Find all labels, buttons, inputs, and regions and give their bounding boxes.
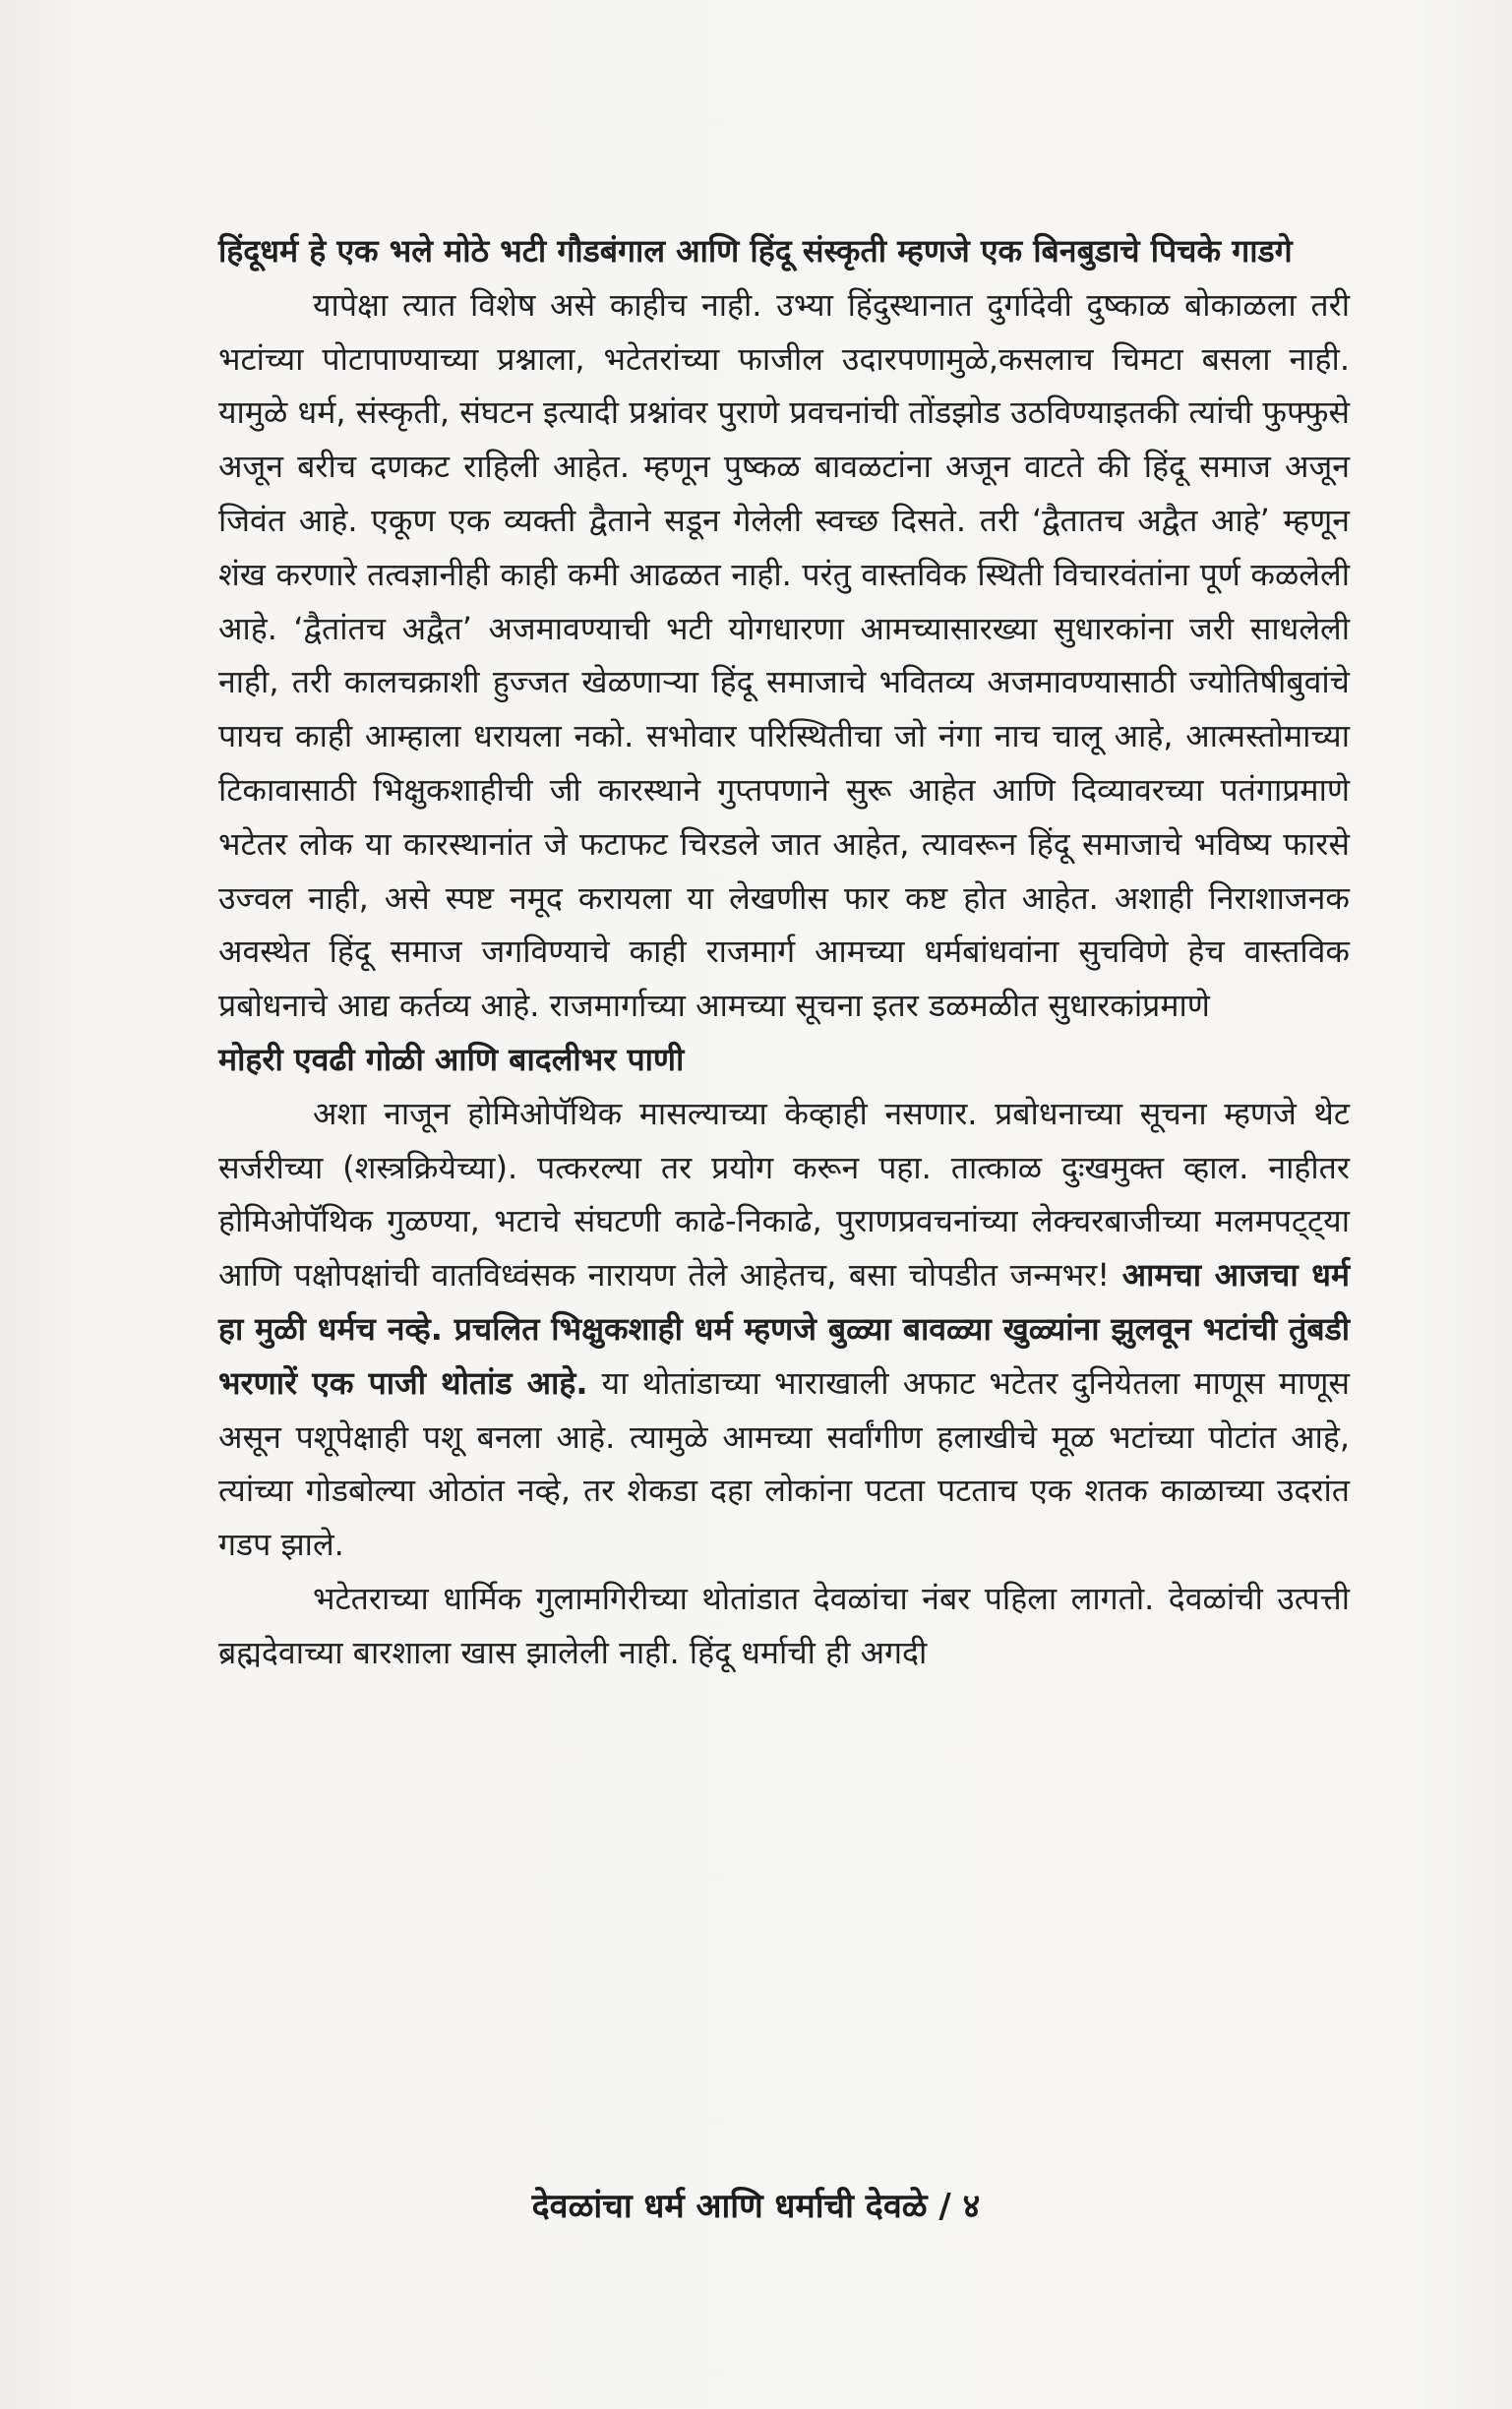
paragraph-2-part-a: अशा नाजून होमिओपॅथिक मासल्याच्या केव्हाही नसणार. प्रबोधनाच्या सूचना म्हणजे थेट सर्जरीच्या (शस्त्रक्रियेच्या). पत्करल्या तर प्रयोग करून पहा. तात्काळ दुःखमुक्त व्हाल. नाहीतर होमिओपॅथिक गुळण्या, भटाचे संघटणी काढे-निकाढे, पुराणप्रवचनांच्या लेक्चरबाजीच्या मलमपट्ट्या आणि पक्षोपक्षांची वातविध्वंसक नारायण तेले आहेतच, बसा चोपडीत जन्मभर! (218, 1094, 1350, 1295)
section-heading-1: हिंदूधर्म हे एक भले मोठे भटी गौडबंगाल आणि हिंदू संस्कृती म्हणजे एक बिनबुडाचे पिचके गाडगे (218, 232, 1293, 270)
section-heading-2: मोहरी एवढी गोळी आणि बादलीभर पाणी (218, 1040, 685, 1078)
paragraph-1: यापेक्षा त्यात विशेष असे काहीच नाही. उभ्या हिंदुस्थानात दुर्गादेवी दुष्काळ बोकाळला तरी भटांच्या पोटापाण्याच्या प्रश्नाला, भटेतरांच्या फाजील उदारपणामुळे,कसलाच चिमटा बसला नाही. यामुळे धर्म, संस्कृती, संघटन इत्यादी प्रश्नांवर पुराणे प्रवचनांची तोंडझोड उठविण्याइतकी त्यांची फुफ्फुसे अजून बरीच दणकट राहिली आहेत. म्हणून पुष्कळ बावळटांना अजून वाटते की हिंदू समाज अजून जिवंत आहे. एकूण एक व्यक्ती द्वैताने सडून गेलेली स्वच्छ दिसते. तरी ‘द्वैतातच अद्वैत आहे’ म्हणून शंख करणारे तत्वज्ञानीही काही कमी आढळत नाही. परंतु वास्तविक स्थिती विचारवंतांना पूर्ण कळलेली आहे. ‘द्वैतांतच अद्वैत’ अजमावण्याची भटी योगधारणा आमच्यासारख्या सुधारकांना जरी साधलेली नाही, तरी कालचक्राशी हुज्जत खेळणाऱ्या हिंदू समाजाचे भवितव्य अजमावण्यासाठी ज्योतिषीबुवांचे पायच काही आम्हाला धरायला नको. सभोवार परिस्थितीचा जो नंगा नाच चालू आहे, आत्मस्तोमाच्या टिकावासाठी भिक्षुकशाहीची जी कारस्थाने गुप्तपणाने सुरू आहेत आणि दिव्यावरच्या पतंगाप्रमाणे भटेतर लोक या कारस्थानांत जे फटाफट चिरडले जात आहेत, त्यावरून हिंदू समाजाचे भविष्य फारसे उज्वल नाही, असे स्पष्ट नमूद करायला या लेखणीस फार कष्ट होत आहेत. अशाही निराशाजनक अवस्थेत हिंदू समाज जगविण्याचे काही राजमार्ग आमच्या धर्मबांधवांना सुचविणे हेच वास्तविक प्रबोधनाचे आद्य कर्तव्य आहे. राजमार्गाच्या आमच्या सूचना इतर डळमळीत सुधारकांप्रमाणे (218, 285, 1350, 1025)
paragraph-2 (218, 1087, 1350, 1572)
page-footer: देवळांचा धर्म आणि धर्माची देवळे / ४ (531, 2187, 981, 2226)
paragraph-2-part-b: या थोतांडाच्या भाराखाली अफाट भटेतर दुनियेतला माणूस माणूस असून पशूपेक्षाही पशू बनला आहे. त्यामुळे आमच्या सर्वांगीण हलाखीचे मूळ भटांच्या पोटांत आहे, त्यांच्या गोडबोल्या ओठांत नव्हे, तर शेकडा दहा लोकांना पटता पटताच एक शतक काळाच्या उदरांत गडप झाले. (218, 1363, 1350, 1564)
paragraph-3: भटेतराच्या धार्मिक गुलामगिरीच्या थोतांडात देवळांचा नंबर पहिला लागतो. देवळांची उत्पत्ती ब्रह्मदेवाच्या बारशाला खास झालेली नाही. हिंदू धर्माची ही अगदी (218, 1579, 1350, 1671)
page-body (218, 224, 1350, 1680)
paragraph-2-bold: आमचा आजचा धर्म हा मुळी धर्मच नव्हे. प्रचलित भिक्षुकशाही धर्म म्हणजे बुळ्या बावळ्या खुळ्यांना झुलवून भटांची तुंबडी भरणारें एक पाजी थोतांड आहे. (218, 1256, 1351, 1402)
